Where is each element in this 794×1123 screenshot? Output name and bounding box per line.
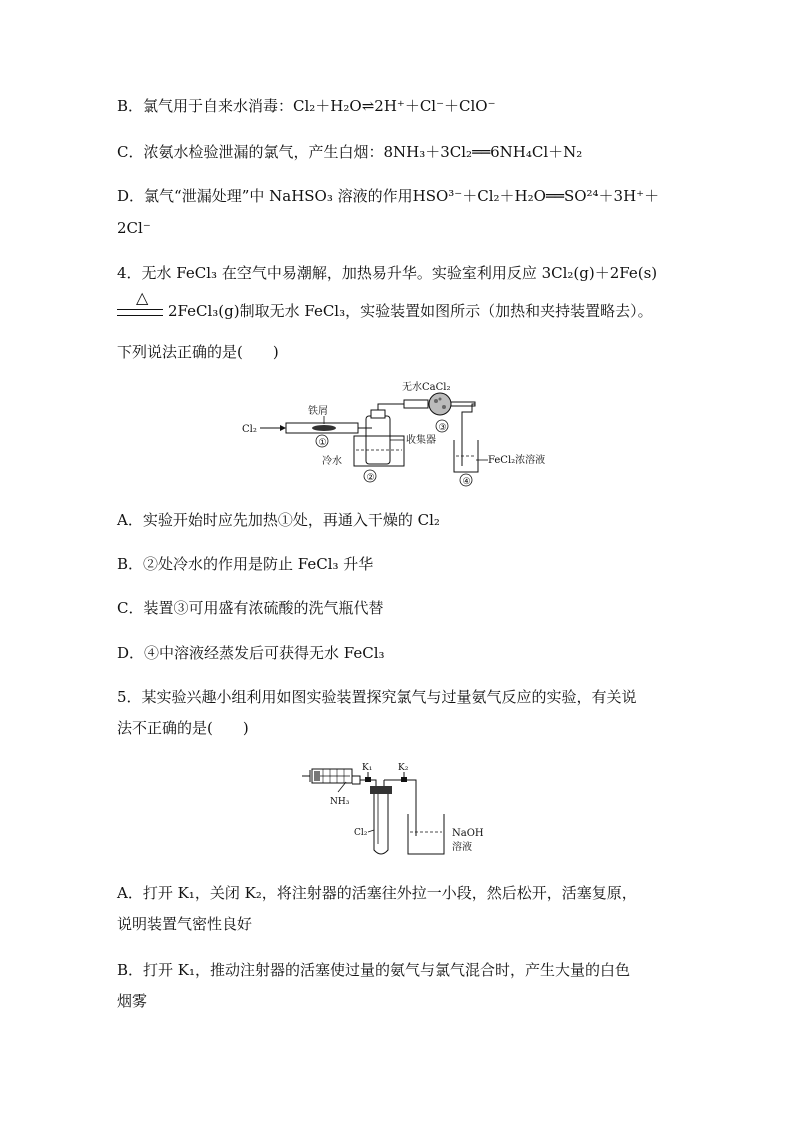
delivery-tube xyxy=(462,404,475,466)
cl2-label: Cl₂ xyxy=(354,828,368,838)
cacl2-label: 无水CaCl₂ xyxy=(402,382,451,393)
q5-option-a-line1: A．打开 K₁，关闭 K₂，将注射器的活塞往外拉一小段，然后松开，活塞复原， xyxy=(117,884,637,902)
cacl2-drying-bulb xyxy=(429,393,451,415)
outlet-tube xyxy=(378,404,404,410)
collector-label: 收集器 xyxy=(406,435,436,446)
q5-option-b-line2: 烟雾 xyxy=(117,992,148,1010)
q4-stem-line1: 4．无水 FeCl₃ 在空气中易潮解，加热易升华。实验室利用反应 3Cl₂(g)＋2Fe(s) xyxy=(117,264,658,282)
naoh-beaker xyxy=(408,814,444,854)
q4-option-b: B．②处冷水的作用是防止 FeCl₃ 升华 xyxy=(117,555,374,573)
q5-option-a-line2: 说明装置气密性良好 xyxy=(117,915,253,933)
collector-bottle xyxy=(366,416,390,464)
test-tube xyxy=(374,794,388,854)
q5-stem-line1: 5．某实验兴趣小组利用如图实验装置探究氯气与过量氨气反应的实验，有关说 xyxy=(117,688,637,706)
iron-filings xyxy=(312,425,336,431)
q4-option-a: A．实验开始时应先加热①处，再通入干燥的 Cl₂ xyxy=(117,511,440,529)
q3-option-c: C．浓氨水检验泄漏的氯气，产生白烟：8NH₃＋3Cl₂══6NH₄Cl＋N₂ xyxy=(117,143,583,161)
naoh-label: NaOH xyxy=(452,828,484,839)
cold-water-label: 冷水 xyxy=(322,456,342,467)
iron-label: 铁屑 xyxy=(308,406,328,417)
fecl3-apparatus-figure xyxy=(236,380,556,488)
k2-label: K₂ xyxy=(398,763,409,773)
label-4: ④ xyxy=(462,477,471,487)
heat-symbol: △ xyxy=(136,288,149,307)
label-1: ① xyxy=(318,438,327,448)
q3-option-b: B．氯气用于自来水消毒：Cl₂＋H₂O⇌2H⁺＋Cl⁻＋ClO⁻ xyxy=(117,97,496,115)
valve-k2 xyxy=(401,777,407,782)
q4-option-d: D．④中溶液经蒸发后可获得无水 FeCl₃ xyxy=(117,644,385,662)
q5-option-b-line1: B．打开 K₁，推动注射器的活塞使过量的氨气与氯气混合时，产生大量的白色 xyxy=(117,961,631,979)
cl2-inlet-label: Cl₂ xyxy=(242,424,257,435)
q3-option-d-line2: 2Cl⁻ xyxy=(117,219,151,237)
reaction-equals-sign xyxy=(117,309,163,316)
nh3-label: NH₃ xyxy=(330,797,350,807)
q4-stem-line2: 2FeCl₃(g)制取无水 FeCl₃，实验装置如图所示（加热和夹持装置略去）。 xyxy=(168,302,653,320)
fecl2-label: FeCl₂浓溶液 xyxy=(488,455,546,466)
q3-option-d-line1: D．氯气“泄漏处理”中 NaHSO₃ 溶液的作用HSO³⁻＋Cl₂＋H₂O══SO²⁴＋3H⁺＋ xyxy=(117,187,660,205)
solution-label: 溶液 xyxy=(452,842,472,853)
q5-stem-line2: 法不正确的是( ) xyxy=(117,719,249,737)
nh3-cl2-apparatus-figure xyxy=(298,758,498,864)
cold-water-bath xyxy=(354,436,404,466)
q4-stem-line3: 下列说法正确的是( ) xyxy=(117,343,279,361)
k1-label: K₁ xyxy=(362,763,373,773)
q4-option-c: C．装置③可用盛有浓硫酸的洗气瓶代替 xyxy=(117,599,384,617)
label-3: ③ xyxy=(438,423,447,433)
label-2: ② xyxy=(366,473,375,483)
stopper xyxy=(370,786,392,794)
valve-k1 xyxy=(365,777,371,782)
